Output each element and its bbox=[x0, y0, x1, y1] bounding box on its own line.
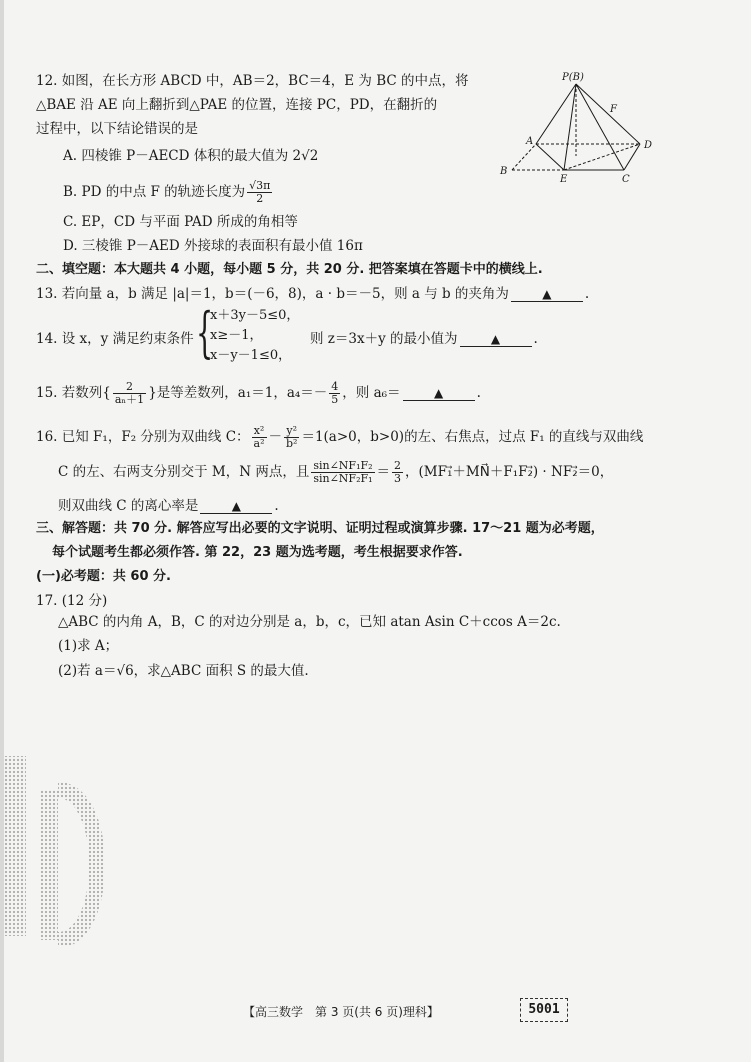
q12-option-d: D. 三棱锥 P－AED 外接球的表面积有最小值 16π bbox=[63, 238, 363, 254]
q15-period: . bbox=[476, 385, 481, 401]
q16-fraction-x bbox=[252, 425, 267, 450]
q16-line1 bbox=[36, 422, 643, 452]
q16-line2 bbox=[58, 457, 613, 487]
q15-text-b: }是等差数列，a₁＝1，a₄＝－ bbox=[148, 385, 328, 401]
fraction-numerator: √3π bbox=[249, 179, 271, 192]
fraction-numerator: sin∠NF₁F₂ bbox=[313, 459, 373, 472]
scan-watermark bbox=[0, 750, 115, 945]
q15-text-a: 15. 若数列{ bbox=[36, 385, 111, 401]
q13-answer-blank: ▲ bbox=[511, 287, 583, 302]
constraint-2: x≥－1， bbox=[210, 328, 263, 343]
edge-ba bbox=[512, 144, 536, 170]
q16-minus: － bbox=[268, 429, 282, 445]
fraction-numerator: 2 bbox=[394, 459, 402, 472]
constraint-3: x－y－1≤0， bbox=[210, 348, 292, 363]
fraction-numerator: x² bbox=[252, 425, 267, 438]
edge-pa bbox=[536, 84, 576, 144]
q15-fraction-2 bbox=[329, 381, 340, 406]
q16-text-c: C 的左、右两支分别交于 M，N 两点，且 bbox=[58, 464, 310, 480]
label-d: D bbox=[644, 140, 653, 151]
section-3-heading-cont: 每个试题考生都必须作答. 第 22，23 题为选考题，考生根据要求作答. bbox=[52, 545, 463, 560]
label-p: P(B) bbox=[562, 72, 584, 83]
q16-text-a: 16. 已知 F₁，F₂ 分别为双曲线 C： bbox=[36, 429, 250, 445]
page-footer: 【高三数学 第 3 页(共 6 页)理科】 bbox=[243, 1005, 439, 1019]
label-c: C bbox=[622, 174, 630, 185]
q12-option-b-fraction bbox=[247, 180, 272, 205]
fraction-denominator: 3 bbox=[394, 472, 402, 485]
q12-line3: 过程中，以下结论错误的是 bbox=[36, 121, 198, 137]
q17-title: 17. (12 分) bbox=[36, 593, 108, 609]
q14-constraints bbox=[210, 306, 299, 366]
q12-option-c: C. EP，CD 与平面 PAD 所成的角相等 bbox=[63, 214, 298, 230]
edge-ae bbox=[536, 144, 564, 170]
q14-tail bbox=[310, 330, 538, 348]
fraction-numerator: y² bbox=[284, 425, 299, 438]
q16-answer-blank: ▲ bbox=[200, 499, 272, 514]
label-b: B bbox=[500, 166, 508, 177]
q15 bbox=[36, 378, 481, 408]
q13-period: . bbox=[584, 286, 590, 302]
geometry-figure bbox=[498, 70, 666, 190]
q16-fraction-sin bbox=[311, 460, 374, 485]
q16-line3 bbox=[58, 497, 279, 515]
section-3-heading: 三、解答题：共 70 分. 解答应写出必要的文字说明、证明过程或演算步骤. 17～21 题为必考题， bbox=[36, 521, 604, 536]
fraction-denominator: 5 bbox=[331, 393, 339, 406]
q16-fraction-y bbox=[284, 425, 299, 450]
q16-text-e: 则双曲线 C 的离心率是 bbox=[58, 498, 199, 514]
q12-option-b bbox=[63, 177, 274, 207]
q12-option-b-text: B. PD 的中点 F 的轨迹长度为 bbox=[63, 184, 246, 200]
q15-fraction-1 bbox=[113, 381, 146, 406]
q13-text: 13. 若向量 a，b 满足 |a|＝1，b＝(－6，8)，a · b＝－5，则 a 与 b 的夹角为 bbox=[36, 286, 509, 302]
q13 bbox=[36, 285, 589, 303]
section-2-heading: 二、填空题：本大题共 4 小题，每小题 5 分，共 20 分. 把答案填在答题卡中的横线上. bbox=[36, 262, 543, 277]
edge-pc bbox=[576, 84, 624, 170]
q14-lead: 14. 设 x，y 满足约束条件 bbox=[36, 331, 194, 347]
q16-text-d: ，(MF₁⃗＋MN⃗＋F₁F₂⃗) · NF₂⃗＝0， bbox=[405, 464, 614, 480]
fraction-denominator: sin∠NF₂F₁ bbox=[313, 472, 373, 485]
constraint-1: x＋3y－5≤0， bbox=[210, 308, 300, 323]
q16-period: . bbox=[274, 498, 279, 514]
fraction-denominator: aₙ＋1 bbox=[114, 393, 145, 406]
q16-text-b: ＝1(a>0，b>0)的左、右焦点，过点 F₁ 的直线与双曲线 bbox=[301, 429, 644, 445]
edge-pd bbox=[576, 84, 640, 144]
q16-fraction-ratio bbox=[392, 460, 403, 485]
fraction-denominator: a² bbox=[253, 437, 265, 450]
pyramid-diagram bbox=[498, 70, 666, 190]
q15-text-c: ，则 a₆＝ bbox=[342, 385, 401, 401]
q14-brace: { bbox=[196, 301, 214, 364]
fraction-denominator: b² bbox=[286, 437, 298, 450]
q15-answer-blank: ▲ bbox=[403, 386, 475, 401]
edge-ed bbox=[564, 144, 640, 170]
exam-code-stamp: 5001 bbox=[520, 998, 568, 1022]
fraction-numerator: 2 bbox=[113, 381, 146, 394]
label-a: A bbox=[526, 136, 534, 147]
watermark-shape bbox=[0, 750, 115, 945]
fraction-denominator: 2 bbox=[256, 192, 264, 205]
q14-period: . bbox=[533, 331, 538, 347]
q17-stem: △ABC 的内角 A，B，C 的对边分别是 a，b，c，已知 atan Asin C＋ccos A＝2c. bbox=[58, 614, 561, 630]
q16-equals: ＝ bbox=[376, 464, 391, 480]
label-f: F bbox=[610, 104, 617, 115]
q14-text: 则 z＝3x＋y 的最小值为 bbox=[310, 331, 458, 347]
part-1-heading: (一)必考题：共 60 分. bbox=[36, 569, 171, 584]
q12-line1: 12. 如图，在长方形 ABCD 中，AB＝2，BC＝4，E 为 BC 的中点，将 bbox=[36, 73, 469, 89]
fraction-numerator: 4 bbox=[331, 380, 339, 393]
q17-subquestion-1: (1)求 A； bbox=[58, 638, 119, 654]
label-e: E bbox=[560, 174, 568, 185]
q12-line2: △BAE 沿 AE 向上翻折到△PAE 的位置，连接 PC，PD，在翻折的 bbox=[36, 97, 438, 113]
edge-pe bbox=[564, 84, 576, 170]
q14-answer-blank: ▲ bbox=[460, 332, 532, 347]
q12-option-a: A. 四棱锥 P－AECD 体积的最大值为 2√2 bbox=[63, 148, 319, 164]
edge-cd bbox=[624, 144, 640, 170]
q17-subquestion-2: (2)若 a＝√6，求△ABC 面积 S 的最大值. bbox=[58, 663, 309, 679]
